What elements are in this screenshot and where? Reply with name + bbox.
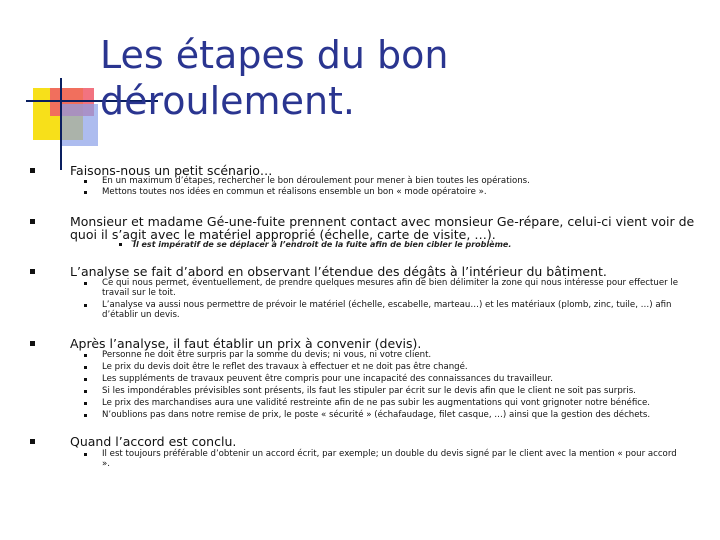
sub-bullet-item — [102, 301, 702, 320]
bullet-text: Faisons-nous un petit scénario… — [70, 163, 273, 178]
bullet-text: L’analyse se fait d’abord en observant l’étendue des dégâts à l’intérieur du bâtiment. — [70, 264, 607, 279]
square-bullet-icon — [84, 180, 87, 183]
square-bullet-icon — [84, 282, 87, 285]
bullet-item — [70, 215, 700, 241]
sub-bullet-text: Le prix des marchandises aura une validité restreinte afin de ne pas subir les augmentations qui vont grignoter notre bénéfice. — [102, 398, 650, 408]
bullet-item — [70, 265, 700, 278]
square-bullet-icon — [30, 439, 35, 444]
square-bullet-icon — [84, 366, 87, 369]
square-bullet-icon — [30, 341, 35, 346]
square-bullet-icon — [30, 219, 35, 224]
slide-title-line-1: Les étapes du bon — [100, 33, 449, 77]
sub-bullet-text: En un maximum d’étapes, rechercher le bon déroulement pour mener à bien toutes les opérations. — [102, 176, 530, 186]
square-bullet-icon — [84, 354, 87, 357]
square-bullet-icon — [84, 402, 87, 405]
sub-bullet-text: Si les impondérables prévisibles sont présents, ils faut les stipuler par écrit sur le devis afin que le client ne soit pas surpris. — [102, 386, 636, 396]
sub-sub-bullet-text: Il est impératif de se déplacer à l’endroit de la fuite afin de bien cibler le problème. — [133, 240, 512, 249]
square-bullet-icon — [84, 191, 87, 194]
sub-bullet-item — [102, 188, 702, 198]
square-bullet-icon — [84, 453, 87, 456]
sub-bullet-item — [102, 450, 682, 469]
square-bullet-icon — [30, 269, 35, 274]
bullet-text: Monsieur et madame Gé-une-fuite prennent contact avec monsieur Ge-répare, celui-ci vient voir de quoi il s’agit avec le matériel approprié (échelle, carte de visite, …). — [70, 214, 695, 242]
sub-bullet-item — [102, 399, 702, 409]
sub-bullet-text: Mettons toutes nos idées en commun et réalisons ensemble un bon « mode opératoire ». — [102, 187, 487, 197]
square-bullet-icon — [119, 243, 122, 246]
bullet-item — [70, 435, 700, 448]
square-bullet-icon — [84, 378, 87, 381]
sub-bullet-text: Le prix du devis doit être le reflet des travaux à effectuer et ne doit pas être changé. — [102, 362, 468, 372]
sub-bullet-item — [102, 375, 702, 385]
sub-sub-bullet-item — [133, 240, 693, 249]
sub-bullet-text: Personne ne doit être surpris par la somme du devis; ni vous, ni votre client. — [102, 350, 432, 360]
bullet-text: Quand l’accord est conclu. — [70, 434, 237, 449]
decor-vertical-line — [60, 78, 62, 170]
sub-bullet-text: Ce qui nous permet, éventuellement, de prendre quelques mesures afin de bien délimiter la zone qui nous intéresse pour effectuer le travail sur le toit. — [102, 278, 679, 298]
slide-title — [100, 32, 660, 124]
sub-bullet-text: L’analyse va aussi nous permettre de prévoir le matériel (échelle, escabelle, marteau…) et les matériaux (plomb, zinc, tuile, …) afin d’établir un devis. — [102, 300, 672, 320]
square-bullet-icon — [84, 414, 87, 417]
bullet-text: Après l’analyse, il faut établir un prix à convenir (devis). — [70, 336, 422, 351]
sub-bullet-item — [102, 387, 702, 397]
sub-bullet-item — [102, 411, 702, 421]
sub-bullet-text: N’oublions pas dans notre remise de prix, le poste « sécurité » (échafaudage, filet casque, …) ainsi que la gestion des déchets. — [102, 410, 651, 420]
square-bullet-icon — [30, 168, 35, 173]
slide-title-line-2: déroulement. — [100, 79, 356, 123]
sub-bullet-item — [102, 177, 702, 187]
bullet-item — [70, 337, 700, 350]
square-bullet-icon — [84, 304, 87, 307]
sub-bullet-item — [102, 279, 702, 298]
square-bullet-icon — [84, 390, 87, 393]
sub-bullet-item — [102, 351, 702, 361]
sub-bullet-text: Les suppléments de travaux peuvent être compris pour une incapacité des connaissances du travailleur. — [102, 374, 553, 384]
sub-bullet-item — [102, 363, 702, 373]
sub-bullet-text: Il est toujours préférable d’obtenir un accord écrit, par exemple; un double du devis signé par le client avec la mention « pour accord ». — [102, 449, 677, 469]
decor-blue-square — [62, 104, 98, 146]
